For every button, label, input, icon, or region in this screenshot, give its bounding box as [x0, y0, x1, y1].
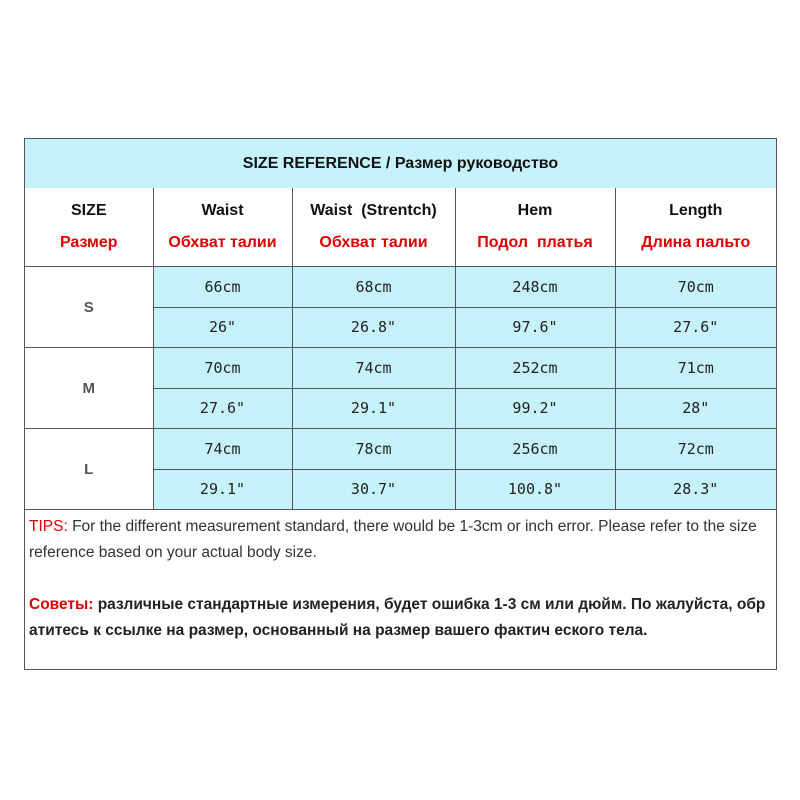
table-cell: 74cm [153, 429, 292, 470]
table-cell: 252cm [455, 348, 615, 389]
table-cell: 256cm [455, 429, 615, 470]
size-cell: M [25, 348, 153, 429]
header-cell-hem [455, 188, 615, 267]
table-cell: 71cm [615, 348, 776, 389]
table-cell: 27.6" [615, 307, 776, 348]
size-table [25, 188, 776, 510]
tips-text: For the different measurement standard, there would be 1-3cm or inch error. Please refer to the size reference based on your actual body size. [29, 518, 757, 561]
table-cell: 68cm [292, 267, 455, 308]
table-row-l-cm [25, 429, 776, 470]
header-cell-size [25, 188, 153, 267]
size-cell: L [25, 429, 153, 510]
table-cell: 27.6" [153, 388, 292, 429]
table-cell: 74cm [292, 348, 455, 389]
header-cell-waist [153, 188, 292, 267]
header-ru: Подол платья [477, 234, 593, 251]
header-ru: Длина пальто [641, 234, 751, 251]
header-cell-length [615, 188, 776, 267]
table-cell: 72cm [615, 429, 776, 470]
table-cell: 100.8" [455, 469, 615, 510]
tips-text: различные стандартные измерения, будет ошибка 1-3 см или дюйм. По жалуйста, обратитесь к ссылке на размер, основанный на размер вашего фактич еского тела. [29, 596, 766, 639]
table-row-m-cm [25, 348, 776, 389]
chart-title: SIZE REFERENCE / Размер руководство [25, 139, 776, 189]
table-cell: 26" [153, 307, 292, 348]
tips-russian [25, 592, 776, 644]
header-en: SIZE [70, 202, 107, 219]
table-cell: 29.1" [292, 388, 455, 429]
tips-label: Советы: [29, 596, 94, 613]
table-cell: 70cm [615, 267, 776, 308]
table-cell: 97.6" [455, 307, 615, 348]
table-cell: 66cm [153, 267, 292, 308]
table-cell: 26.8" [292, 307, 455, 348]
table-row-s-cm [25, 267, 776, 308]
header-ru: Размер [59, 234, 118, 251]
table-cell: 248cm [455, 267, 615, 308]
table-cell: 70cm [153, 348, 292, 389]
header-en: Length [669, 202, 723, 219]
table-cell: 78cm [292, 429, 455, 470]
table-cell: 28.3" [615, 469, 776, 510]
table-cell: 30.7" [292, 469, 455, 510]
tips-label: TIPS: [29, 518, 68, 535]
size-cell: S [25, 267, 153, 348]
header-en: Waist [201, 202, 244, 219]
header-cell-waist-stretch [292, 188, 455, 267]
table-cell: 99.2" [455, 388, 615, 429]
header-en: Waist (Strentch) [310, 202, 437, 219]
header-en: Hem [517, 202, 553, 219]
table-cell: 29.1" [153, 469, 292, 510]
size-chart [24, 138, 777, 670]
table-cell: 28" [615, 388, 776, 429]
header-ru: Обхват талии [168, 234, 277, 251]
tips-english [25, 508, 776, 566]
header-row [25, 188, 776, 267]
header-ru: Обхват талии [319, 234, 428, 251]
